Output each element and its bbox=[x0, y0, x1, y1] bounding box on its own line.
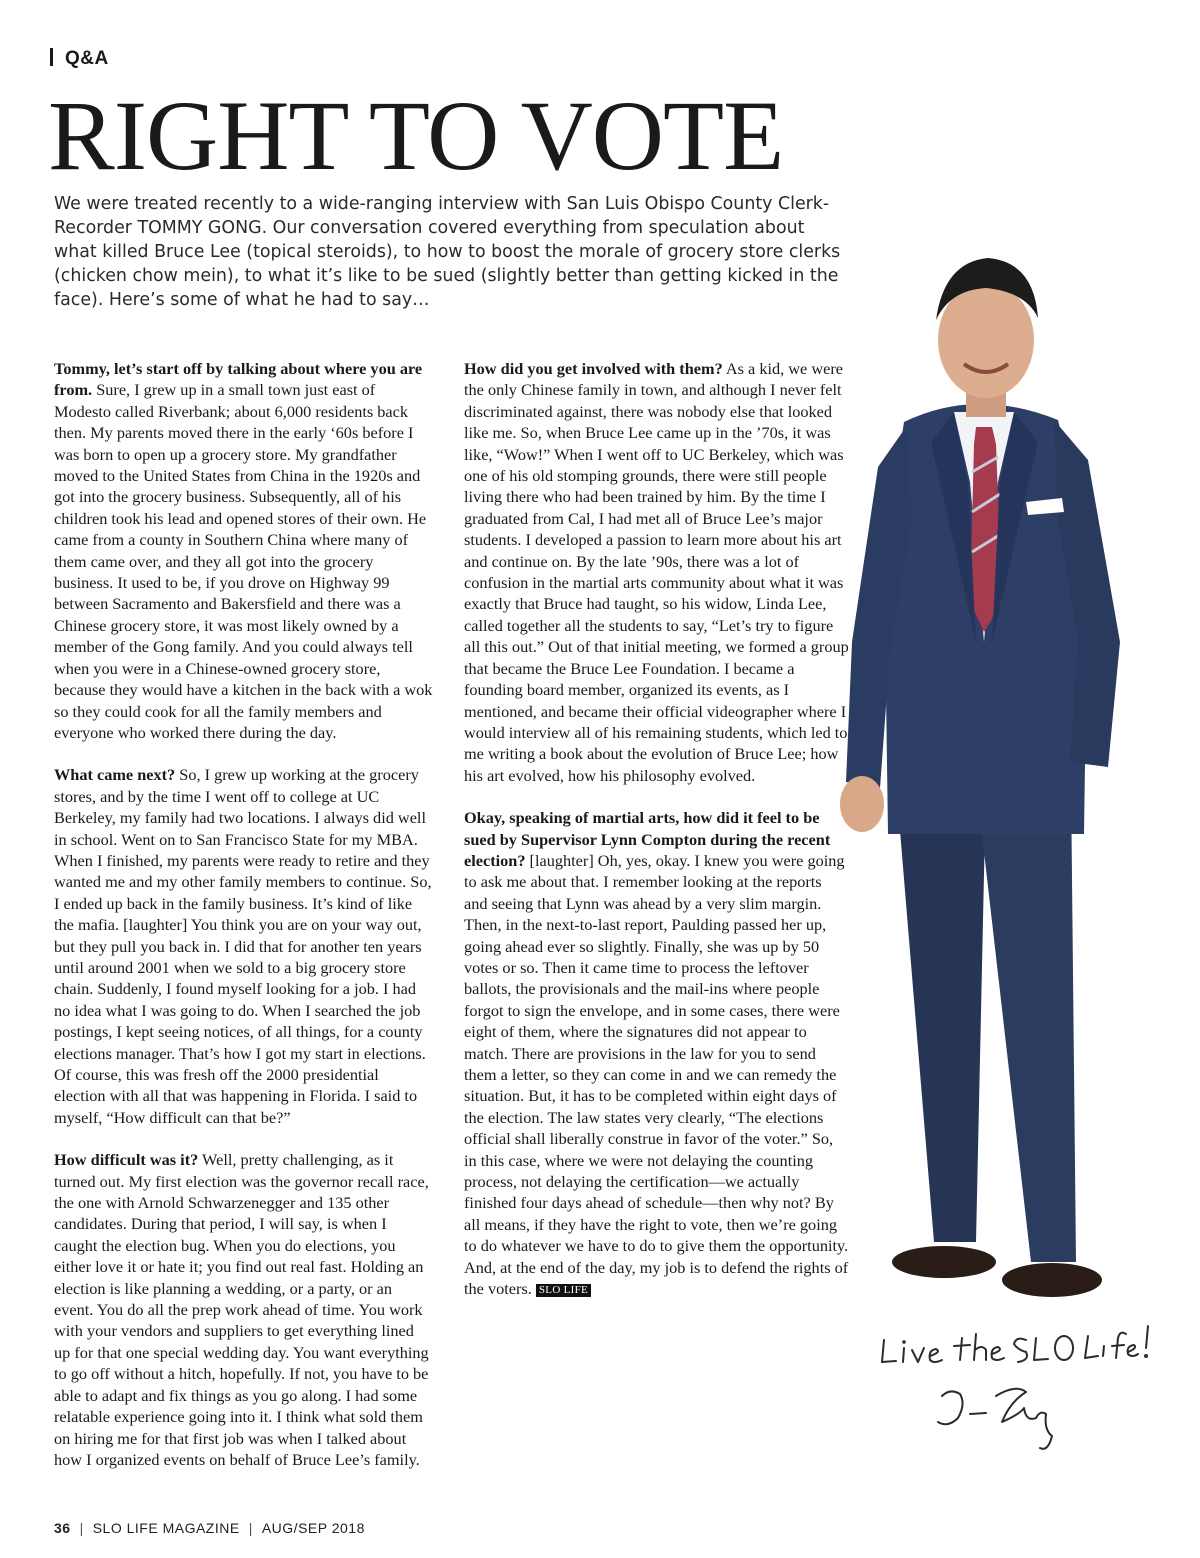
section-label: Q&A bbox=[65, 48, 109, 69]
footer-separator: | bbox=[79, 1520, 84, 1536]
qa-paragraph bbox=[54, 1149, 434, 1470]
question: Okay, speaking of martial arts, how did it feel to be sued by Supervisor Lynn Compton during the recent election? bbox=[464, 808, 831, 870]
magazine-name: SLO LIFE MAGAZINE bbox=[92, 1520, 240, 1536]
hand bbox=[840, 776, 884, 832]
handwritten-signature bbox=[876, 1318, 1156, 1473]
qa-paragraph bbox=[54, 764, 434, 1128]
answer: Well, pretty challenging, as it turned out. My first election was the governor recall race, the one with Arnold Schwarzenegger and 135 other candidates. During that period, I will say, is when I caught the election bug. When you do elections, you either love it or hate it; you find out real fast. Holding an election is like planning a wedding, or a party, or an event. You do all the prep work ahead of time. You work with your vendors and suppliers to get everything lined up for that one special wedding day. You want everything to go off without a hitch, hopefully. If not, you have to be able to adapt and fix things as you go along. I had some relatable experience going into it. I think what sold them on hiring me for that first job was when I talked about how I organized events on behalf of Bruce Lee’s family. bbox=[54, 1150, 429, 1469]
qa-paragraph bbox=[54, 358, 434, 743]
question: What came next? bbox=[54, 765, 176, 785]
footer-separator: | bbox=[248, 1520, 253, 1536]
trouser-right bbox=[976, 782, 1076, 1262]
trouser-left bbox=[896, 782, 986, 1242]
qa-paragraph bbox=[464, 807, 849, 1299]
answer: [laughter] Oh, yes, okay. I knew you were going to ask me about that. I remember looking at the reports and seeing that Lynn was ahead by a very slim margin. Then, in the next-to-last report, Paulding passed her up, going ahead ever so slightly. Finally, she was up by 50 votes or so. Then it came time to process the leftover ballots, the provisionals and the mail-ins where people forgot to sign the envelope, and in some cases, there were eight of them, where the signatures did not appear to match. There are provisions in the law for you to send them a letter, so they can come in and we can remedy the situation. But, it has to be completed within eight days of the election. The law states very clearly, “The elections official shall liberally construe in favor of the voter.” So, in this case, where we were not delaying the counting process, not delaying the certification—we actually finished four days ahead of schedule—then why not? By all means, if they have the right to vote, then we’re going to do whatever we have to do to give them the opportunity. And, at the end of the day, my job is to defend the rights of the voters. bbox=[464, 850, 849, 1299]
section-bar bbox=[50, 48, 53, 66]
body-column-right bbox=[464, 358, 849, 1320]
answer: So, I grew up working at the grocery stores, and by the time I went off to college at UC Berkeley, my family had two locations. I always did well in school. Went on to San Francisco State for my MBA. When I finished, my parents were ready to retire and they wanted me and my other family members to continue. So, I ended up back in the family business. It’s kind of like the mafia. [laughter] You think you are on your way out, but they pull you back in. I did that for another ten years until around 2001 when we sold to a big grocery store chain. Suddenly, I found myself looking for a job. I had no idea what I was going to do. When I searched the job postings, I kept seeing notices, of all things, for a county elections manager. That’s how I got my start in elections. Of course, this was fresh off the 2000 presidential election with all that was happening in Florida. I said to myself, “How difficult can that be?” bbox=[54, 765, 432, 1127]
answer: As a kid, we were the only Chinese family in town, and although I never felt discriminated against, there was nobody else that looked like me. So, when Bruce Lee came up in the ’70s, it was like, “Wow!” When I went off to UC Berkeley, which was one of his old stomping grounds, there were still people living there who had been trained by him. By the time I graduated from Cal, I had met all of Bruce Lee’s major students. I developed a passion to learn more about his art and continue on. By the late ’90s, there was a lot of confusion in the martial arts community about what it was exactly that Bruce had taught, so his widow, Linda Lee, called together all the students to say, “Let’s try to figure all this out.” Out of that initial meeting, we formed a group that became the Bruce Lee Foundation. I became a founding board member, organized its events, as I mentioned, and became their official videographer where I would interview all of his remaining students, which led to me writing a book about the evolution of Bruce Lee; how his art evolved, how his philosophy evolved. bbox=[464, 359, 849, 785]
issue-date: AUG/SEP 2018 bbox=[261, 1520, 365, 1536]
article-title: RIGHT TO VOTE bbox=[48, 80, 784, 191]
shoe-right bbox=[1002, 1263, 1102, 1297]
shoe-left bbox=[892, 1246, 996, 1278]
question: Tommy, let’s start off by talking about where you are from. bbox=[54, 359, 423, 400]
article-intro: We were treated recently to a wide-ranging interview with San Luis Obispo County Clerk-Recorder TOMMY GONG. Our conversation covered everything from speculation about what killed Bruce Lee (topical steroids), to how to boost the morale of grocery store clerks (chicken chow mein), to what it’s like to be sued (slightly better than getting kicked in the face). Here’s some of what he had to say… bbox=[54, 194, 841, 310]
end-mark: SLO LIFE bbox=[536, 1284, 591, 1297]
page-footer bbox=[54, 1520, 365, 1536]
question: How did you get involved with them? bbox=[464, 359, 723, 378]
body-column-left bbox=[54, 358, 434, 1491]
page-number: 36 bbox=[54, 1520, 71, 1536]
section-tag bbox=[50, 48, 109, 70]
answer: Sure, I grew up in a small town just east of Modesto called Riverbank; about 6,000 residents back then. My parents moved there in the early ‘60s before I was born to open up a grocery store. My grandfather moved to the United States from China in the 1920s and got into the grocery business. Subsequently, all of his children took his lead and opened stores of their own. He came from a county in Southern China where many of them came over, and they all got into the grocery business. It used to be, if you drove on Highway 99 between Sacramento and Bakersfield and there was a Chinese grocery store, it was most likely owned by a member of the Gong family. And you could always tell when you were in a Chinese-owned grocery store, because they would have a kitchen in the back with a wok so they could cook for all the family members and everyone who worked there during the day. bbox=[54, 380, 433, 742]
qa-paragraph bbox=[464, 358, 849, 786]
question: How difficult was it? bbox=[54, 1150, 199, 1170]
face bbox=[938, 282, 1034, 398]
portrait-photo bbox=[826, 222, 1142, 1312]
